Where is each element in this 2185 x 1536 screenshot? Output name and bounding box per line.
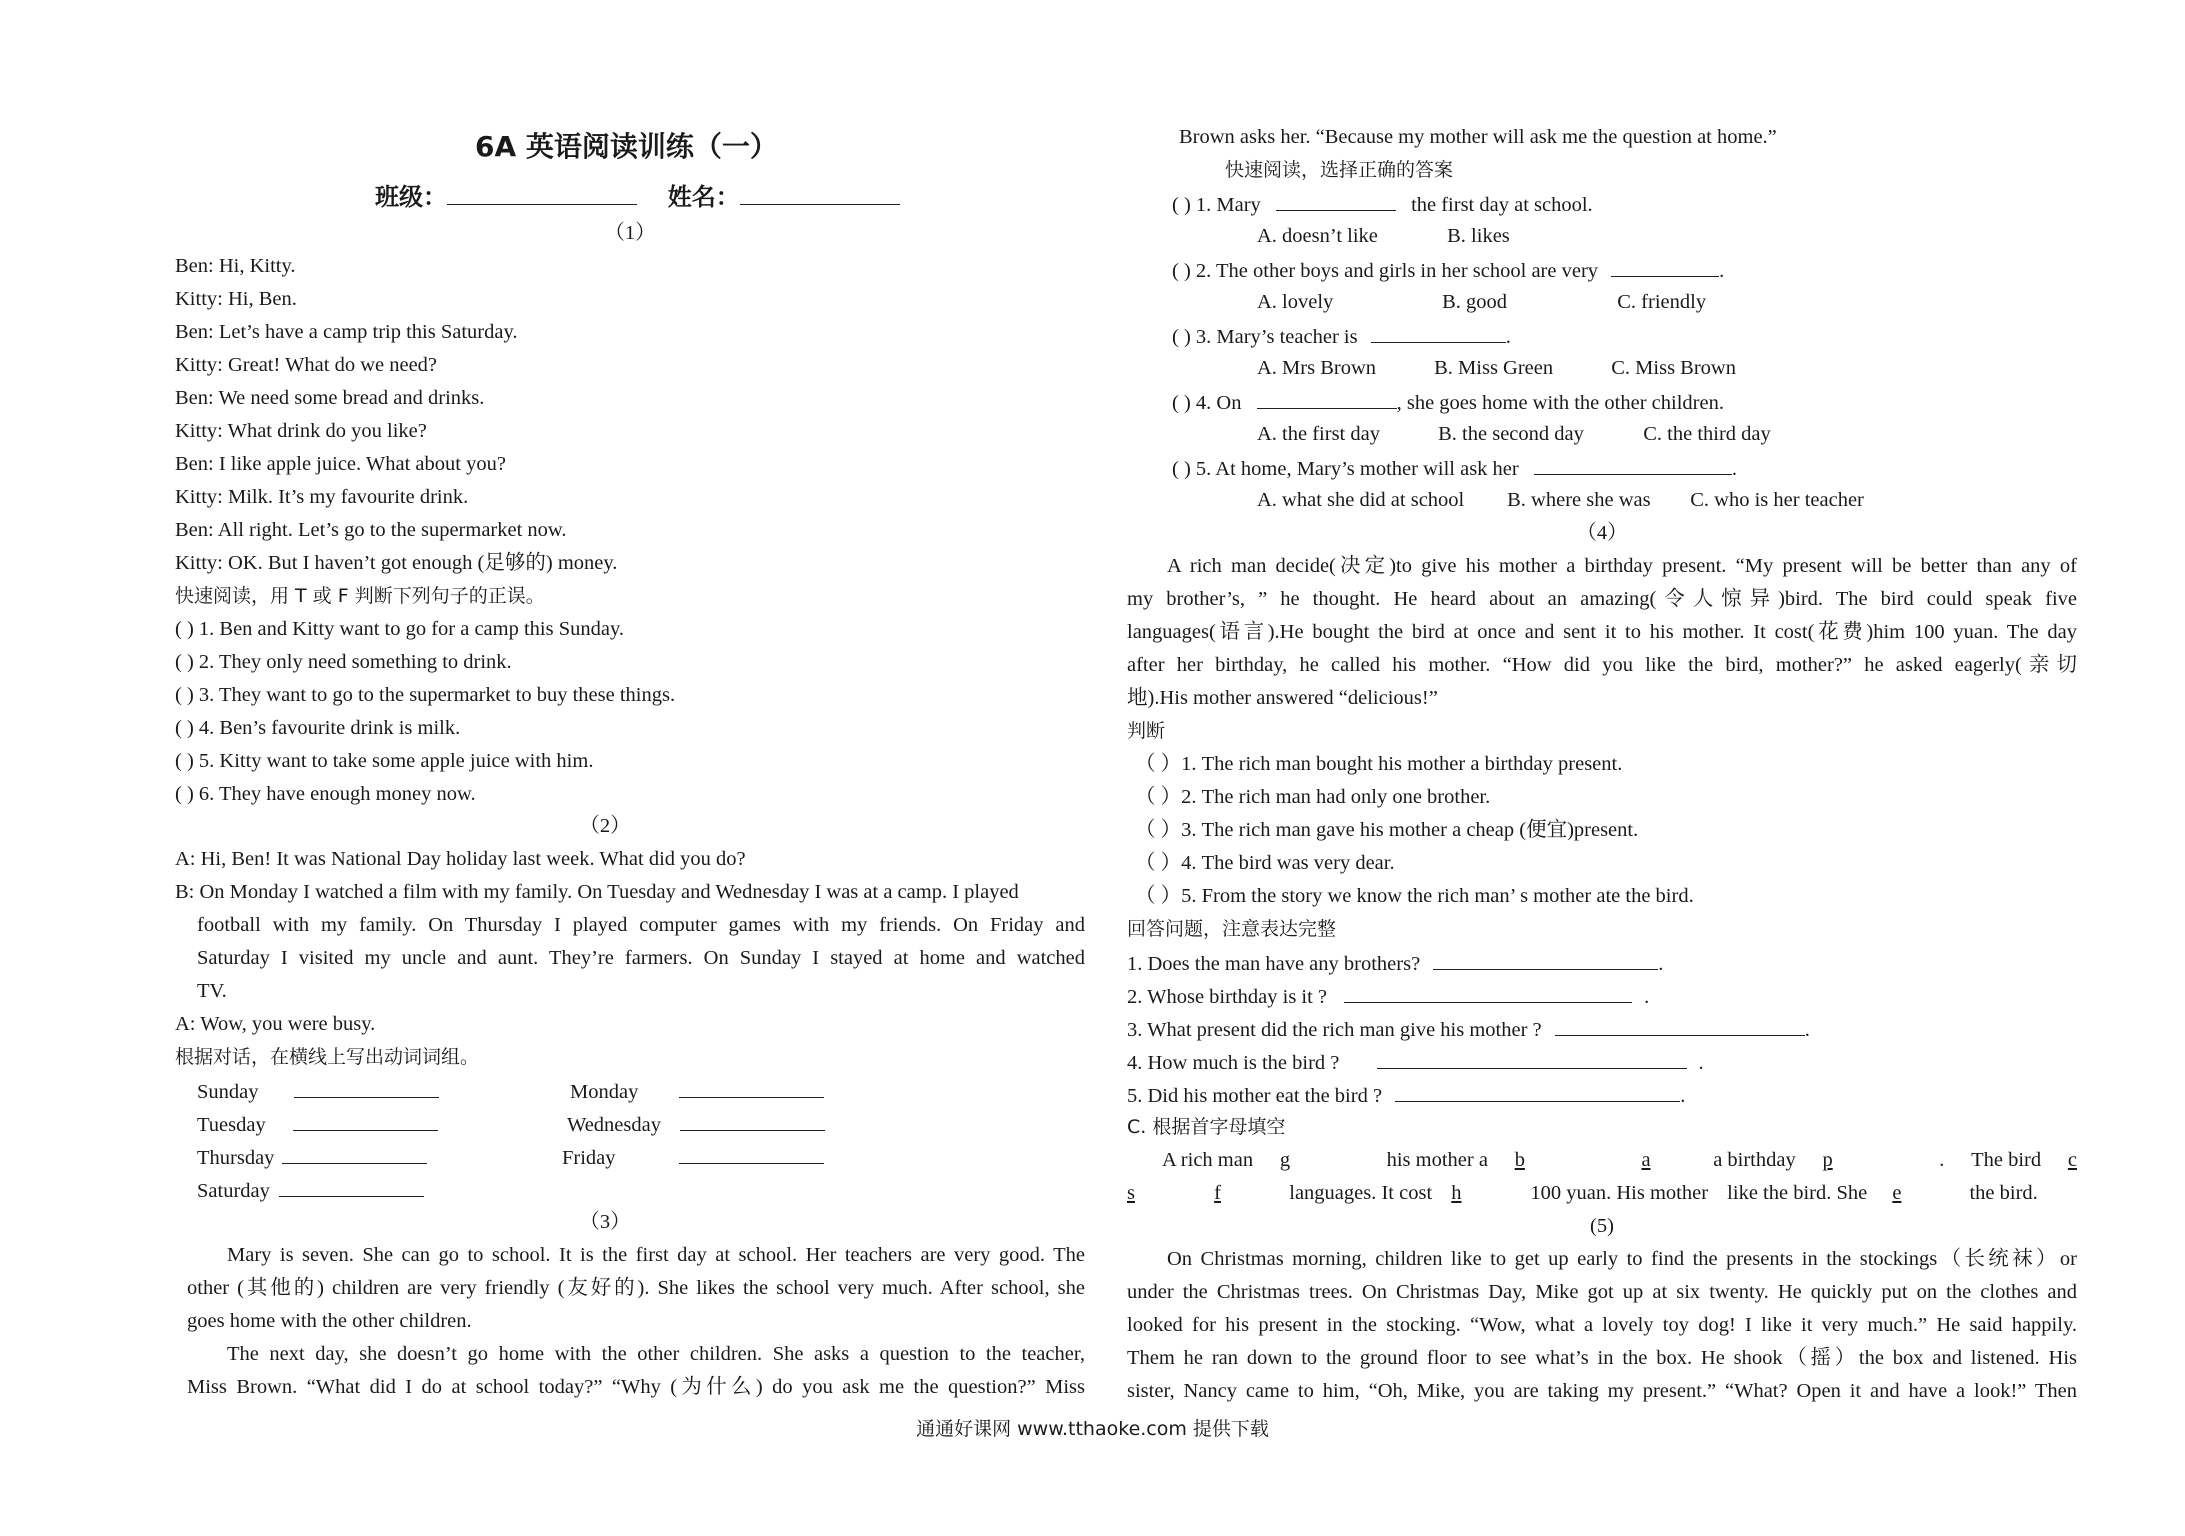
passage-line: Brown asks her. “Because my mother will ask me the question at home.” [1179,126,1777,148]
answer-blank[interactable] [1371,322,1506,343]
day-label: Friday [562,1147,616,1169]
mc-question-1[interactable]: ( ) 1. Mary the first day at school. [1172,190,1593,218]
answer-blank[interactable] [679,1143,824,1164]
passage-line: A rich man decide(决定)to give his mother a birthday present. “My present will be better than any of [1167,555,2077,577]
option[interactable]: B. the second day [1438,423,1584,445]
option[interactable]: A. Mrs Brown [1257,357,1377,379]
answer-blank[interactable] [293,1110,438,1131]
initial-blank[interactable]: f [1214,1182,1221,1204]
passage-line: Them he ran down to the ground floor to see what’s in the box. He shook（摇）the box and listened. His [1127,1347,2077,1369]
passage-line: On Christmas morning, children like to get up early to find the presents in the stockings（长统袜）or [1167,1248,2077,1270]
answer-blank[interactable] [679,1077,824,1098]
name-blank[interactable] [740,184,900,205]
section-2-instruction: 根据对话，在横线上写出动词词组。 [175,1046,480,1068]
day-label: Thursday [197,1147,275,1169]
mc-options-3 [1257,355,1736,381]
dialog-line: Ben: Let’s have a camp trip this Saturday. [175,321,518,343]
option[interactable]: A. lovely [1257,291,1334,313]
mc-options-4 [1257,421,1771,447]
initial-blank[interactable]: c [2067,1149,2077,1171]
section-1-number: （1） [604,222,656,244]
initial-blank[interactable]: a [1641,1149,1651,1171]
option[interactable]: C. Miss Brown [1611,357,1736,379]
answer-blank[interactable] [680,1110,825,1131]
mc-question-5[interactable]: ( ) 5. At home, Mary’s mother will ask her . [1172,454,1737,482]
day-label: Wednesday [567,1114,661,1136]
dialog-line: Ben: I like apple juice. What about you? [175,453,506,475]
student-info-line [375,184,900,210]
qa-item: 3. What present did the rich man give his mother ? . [1127,1015,1810,1043]
tf-item[interactable]: ( ) 3. They want to go to the supermarket to buy these things. [175,684,676,706]
fill-line-1: A rich man g his mother a b a a birthday p . The bird c [1162,1149,2077,1171]
option[interactable]: A. what she did at school [1257,489,1465,511]
class-label: 班级： [375,183,447,211]
tf-item[interactable]: （ ）4. The bird was very dear. [1135,852,1395,874]
dialog-line: Ben: All right. Let’s go to the supermarket now. [175,519,567,541]
option[interactable]: C. who is her teacher [1690,489,1864,511]
dialog-line: B: On Monday I watched a film with my family. On Tuesday and Wednesday I was at a camp. I played [175,881,1019,903]
dialog-line: Kitty: What drink do you like? [175,420,427,442]
mc-options-1 [1257,223,1510,249]
mc-question-3[interactable]: ( ) 3. Mary’s teacher is . [1172,322,1511,350]
passage-line: The next day, she doesn’t go home with the other children. She asks a question to the teacher, [227,1343,1085,1365]
passage-line: after her birthday, he called his mother. “How did you like the bird, mother?” he asked eagerly(亲切 [1127,654,2077,676]
passage-line: goes home with the other children. [187,1310,472,1332]
mc-options-5 [1257,487,1864,513]
passage-line: under the Christmas trees. On Christmas Day, Mike got up at six twenty. He quickly put on the clothes and [1127,1281,2077,1303]
passage-line: sister, Nancy came to him, “Oh, Mike, you are taking my present.” “What? Open it and have a look!” Then [1127,1380,2077,1402]
mc-question-4[interactable]: ( ) 4. On , she goes home with the other children. [1172,388,1724,416]
tf-item[interactable]: ( ) 4. Ben’s favourite drink is milk. [175,717,461,739]
dialog-line: TV. [197,980,227,1002]
passage-line: looked for his present in the stocking. “Wow, what a lovely toy dog! I like it very much.” He said happily. [1127,1314,2077,1336]
class-blank[interactable] [447,184,637,205]
day-row [197,1176,424,1204]
dialog-line: Saturday I visited my uncle and aunt. They’re farmers. On Sunday I stayed at home and watched [197,947,1085,969]
passage-line: my brother’s, ” he thought. He heard about an amazing(令人惊异)bird. The bird could speak five [1127,588,2077,610]
answer-blank[interactable] [1534,454,1732,475]
dialog-line: football with my family. On Thursday I played computer games with my friends. On Friday and [197,914,1085,936]
day-row [567,1110,825,1138]
tf-item[interactable]: （ ）5. From the story we know the rich man’ s mother ate the bird. [1135,885,1694,907]
tf-item[interactable]: （ ）3. The rich man gave his mother a cheap (便宜)present. [1135,819,1639,841]
dialog-line: Kitty: Milk. It’s my favourite drink. [175,486,469,508]
answer-blank[interactable] [279,1176,424,1197]
answer-blank[interactable] [282,1143,427,1164]
day-label: Monday [570,1081,639,1103]
tf-item[interactable]: （ ）2. The rich man had only one brother. [1135,786,1491,808]
answer-blank[interactable] [1555,1015,1805,1036]
option[interactable]: B. where she was [1507,489,1651,511]
day-row [197,1143,427,1171]
qa-item: 2. Whose birthday is it ? . [1127,982,1649,1010]
initial-blank[interactable]: e [1892,1182,1902,1204]
option[interactable]: C. the third day [1643,423,1771,445]
answer-blank[interactable] [1257,388,1397,409]
day-row [197,1077,439,1105]
tf-item[interactable]: ( ) 1. Ben and Kitty want to go for a camp this Sunday. [175,618,625,640]
answer-blank[interactable] [294,1077,439,1098]
initial-blank[interactable]: b [1514,1149,1525,1171]
option[interactable]: B. likes [1447,225,1510,247]
name-label: 姓名： [667,183,740,211]
dialog-line: Ben: Hi, Kitty. [175,255,296,277]
section-4-number: （4） [1576,522,1628,544]
answer-instruction: 回答问题，注意表达完整 [1127,918,1337,940]
answer-blank[interactable] [1377,1048,1687,1069]
option[interactable]: B. Miss Green [1434,357,1554,379]
dialog-line: Ben: We need some bread and drinks. [175,387,485,409]
section-5-number: (5) [1590,1215,1614,1237]
passage-line: Miss Brown. “What did I do at school today?” “Why (为什么) do you ask me the question?” Miss [187,1376,1085,1398]
page-title: 6A 英语阅读训练（一） [475,130,778,163]
option[interactable]: C. friendly [1617,291,1707,313]
fill-line-2: s f languages. It cost h 100 yuan. His mother like the bird. She e the bird. [1127,1182,2038,1204]
tf-item[interactable]: （ ）1. The rich man bought his mother a birthday present. [1135,753,1623,775]
day-row [562,1143,824,1171]
mc-question-2[interactable]: ( ) 2. The other boys and girls in her school are very . [1172,256,1724,284]
dialog-line: Kitty: Great! What do we need? [175,354,438,376]
tf-item[interactable]: ( ) 2. They only need something to drink. [175,651,512,673]
dialog-line: Kitty: OK. But I haven’t got enough (足够的) money. [175,552,618,574]
answer-blank[interactable] [1433,949,1658,970]
answer-blank[interactable] [1344,982,1632,1003]
page-footer: 通通好课网 www.tthaoke.com 提供下载 [916,1418,1269,1440]
dialog-line: Kitty: Hi, Ben. [175,288,297,310]
day-label: Saturday [197,1180,270,1202]
initial-blank[interactable]: h [1451,1182,1462,1204]
section-3-instruction: 快速阅读，选择正确的答案 [1225,159,1454,181]
option[interactable]: A. doesn’t like [1257,225,1378,247]
initial-blank[interactable]: p [1822,1149,1833,1171]
passage-line: Mary is seven. She can go to school. It is the first day at school. Her teachers are very good. The [227,1244,1085,1266]
fill-instruction: C. 根据首字母填空 [1127,1116,1286,1138]
judge-instruction: 判断 [1127,720,1166,742]
mc-options-2 [1257,289,1706,315]
section-1-instruction: 快速阅读，用 T 或 F 判断下列句子的正误。 [175,585,545,607]
day-label: Tuesday [197,1114,266,1136]
tf-item[interactable]: ( ) 6. They have enough money now. [175,783,476,805]
passage-line: languages(语言).He bought the bird at once and sent it to his mother. It cost(花费)him 100 yuan. The day [1127,621,2077,643]
qa-item: 1. Does the man have any brothers? . [1127,949,1663,977]
day-row [570,1077,824,1105]
passage-line: other (其他的) children are very friendly (友好的). She likes the school very much. After school, she [187,1277,1085,1299]
section-2-number: （2） [579,815,631,837]
option[interactable]: B. good [1442,291,1508,313]
dialog-line: A: Hi, Ben! It was National Day holiday last week. What did you do? [175,848,746,870]
initial-blank[interactable]: s [1127,1182,1135,1204]
option[interactable]: A. the first day [1257,423,1380,445]
day-label: Sunday [197,1081,259,1103]
answer-blank[interactable] [1611,256,1719,277]
day-row [197,1110,438,1138]
answer-blank[interactable] [1276,190,1396,211]
passage-line: 地).His mother answered “delicious!” [1127,687,1438,709]
qa-item: 5. Did his mother eat the bird ? . [1127,1081,1685,1109]
tf-item[interactable]: ( ) 5. Kitty want to take some apple juice with him. [175,750,594,772]
section-3-number: （3） [579,1211,631,1233]
qa-item: 4. How much is the bird ? . [1127,1048,1704,1076]
dialog-line: A: Wow, you were busy. [175,1013,376,1035]
initial-blank[interactable]: g [1279,1149,1291,1171]
answer-blank[interactable] [1395,1081,1680,1102]
